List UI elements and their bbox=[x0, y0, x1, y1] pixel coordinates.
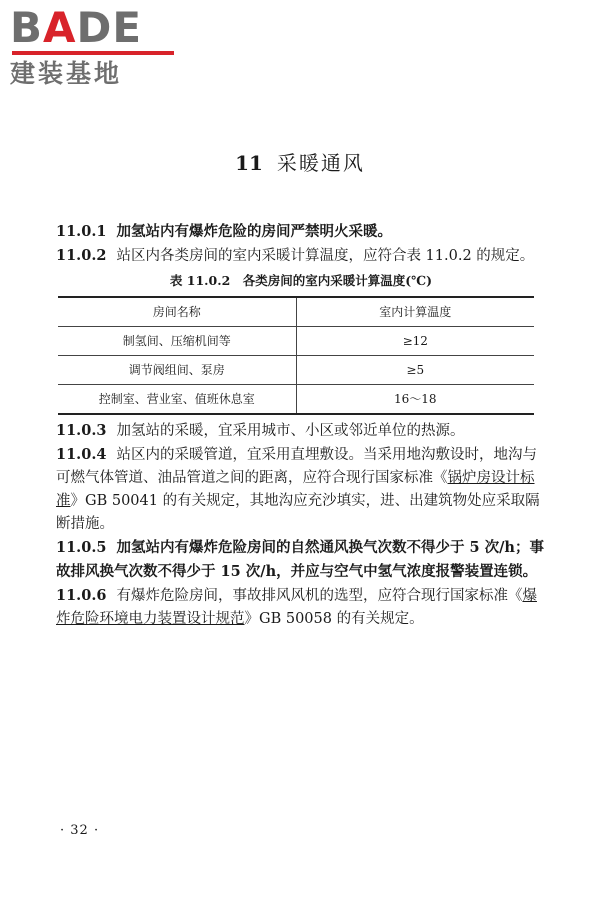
clause-text: 加氢站的采暖，宜采用城市、小区或邻近单位的热源。 bbox=[116, 423, 465, 439]
standard-name: 锅炉房设计标准 bbox=[56, 470, 535, 509]
table-header-cell: 房间名称 bbox=[58, 297, 296, 327]
clause-text: 站区内各类房间的室内采暖计算温度，应符合表 11.0.2 的规定。 bbox=[116, 248, 535, 264]
temperature-table bbox=[58, 296, 534, 415]
table-header-row bbox=[58, 297, 534, 327]
clause-11-0-5 bbox=[56, 536, 546, 584]
clause-text-after: 》GB 50041 的有关规定，其地沟应充沙填实，进、出建筑物处应采取隔断措施。 bbox=[56, 493, 540, 532]
logo-mark-prefix: B bbox=[10, 3, 44, 52]
table-cell: 控制室、营业室、值班休息室 bbox=[58, 385, 296, 415]
clause-text-after: 》GB 50058 的有关规定。 bbox=[244, 611, 424, 627]
page-number: · 32 · bbox=[60, 823, 100, 838]
clause-number: 11.0.1 bbox=[56, 223, 107, 240]
temperature-table-block bbox=[56, 272, 546, 415]
clause-text: 加氢站内有爆炸危险房间的自然通风换气次数不得少于 5 次/h；事故排风换气次数不得少于 15 次/h，并应与空气中氢气浓度报警装置连锁。 bbox=[56, 539, 544, 580]
clause-11-0-1 bbox=[56, 220, 546, 244]
clause-number: 11.0.5 bbox=[56, 539, 107, 556]
clause-11-0-6 bbox=[56, 584, 546, 631]
table-cell: ≥12 bbox=[296, 327, 534, 356]
table-row bbox=[58, 356, 534, 385]
logo-subtitle: 建装基地 bbox=[10, 59, 123, 88]
clause-number: 11.0.4 bbox=[56, 446, 107, 463]
chapter-number: 11 bbox=[235, 151, 263, 175]
table-row bbox=[58, 327, 534, 356]
clause-text-before: 有爆炸危险房间，事故排风风机的选型，应符合现行国家标准《 bbox=[116, 588, 523, 604]
logo-mark bbox=[10, 3, 180, 52]
clause-number: 11.0.6 bbox=[56, 587, 107, 604]
bade-logo bbox=[10, 3, 180, 89]
standard-name: 爆炸危险环境电力装置设计规范 bbox=[56, 588, 537, 627]
table-header-cell: 室内计算温度 bbox=[296, 297, 534, 327]
table-cell: 制氢间、压缩机间等 bbox=[58, 327, 296, 356]
clause-11-0-4 bbox=[56, 443, 546, 536]
clause-number: 11.0.3 bbox=[56, 422, 107, 439]
clause-11-0-3 bbox=[56, 419, 546, 443]
clause-11-0-2 bbox=[56, 244, 546, 268]
page-content bbox=[56, 220, 546, 631]
table-cell: 调节阀组间、泵房 bbox=[58, 356, 296, 385]
clause-number: 11.0.2 bbox=[56, 247, 107, 264]
table-title: 表 11.0.2 各类房间的室内采暖计算温度(℃) bbox=[169, 273, 433, 288]
table-cell: 16～18 bbox=[296, 385, 534, 415]
logo-mark-accent: A bbox=[43, 3, 77, 52]
table-cell: ≥5 bbox=[296, 356, 534, 385]
chapter-name: 采暖通风 bbox=[276, 151, 365, 175]
table-row bbox=[58, 385, 534, 415]
logo-mark-suffix: DE bbox=[76, 3, 143, 52]
clause-text: 加氢站内有爆炸危险的房间严禁明火采暖。 bbox=[116, 223, 392, 240]
clause-text-before: 站区内的采暖管道，宜采用直埋敷设。当采用地沟敷设时，地沟与可燃气体管道、油品管道之间的距离，应符合现行国家标准《 bbox=[56, 447, 537, 486]
chapter-title bbox=[0, 147, 600, 176]
